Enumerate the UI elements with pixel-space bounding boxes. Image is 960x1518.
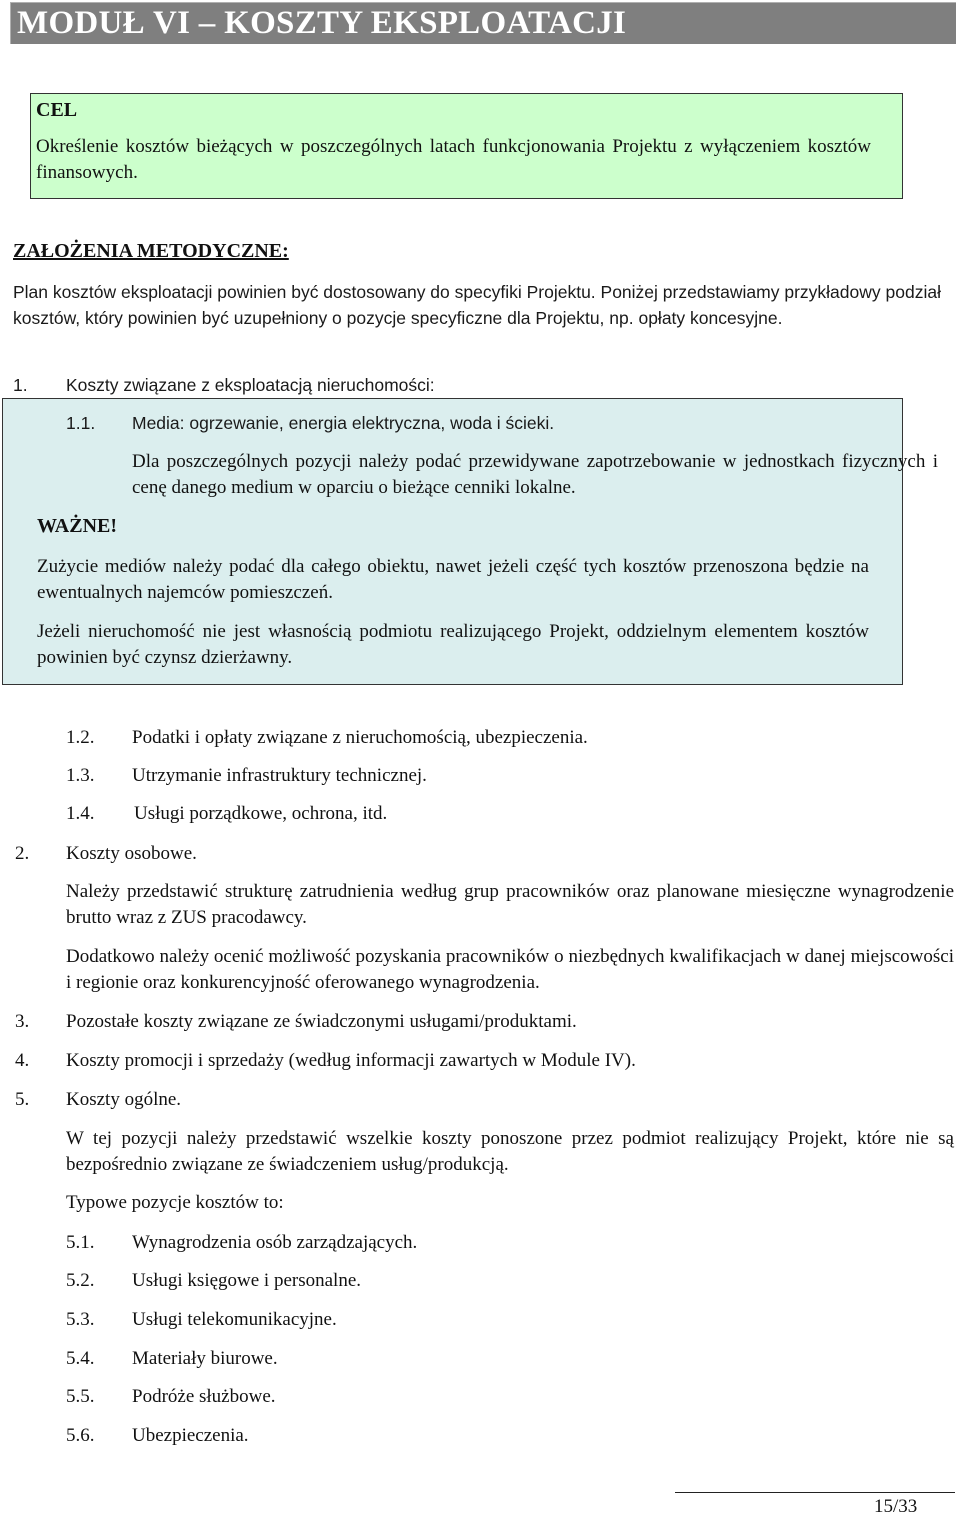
item-1-1-number: 1.1. (66, 413, 96, 433)
item-5-1-number: 5.1. (66, 1232, 95, 1253)
item-1-4-number: 1.4. (66, 803, 95, 824)
section-2-para-1: Należy przedstawić strukturę zatrudnienia według grup pracowników oraz planowane miesięczne wynagrodzenie brutto wraz z ZUS pracodawcy. (66, 881, 954, 928)
section-1-title: Koszty związane z eksploatacją nieruchomości: (66, 375, 435, 395)
item-5-1-title: Wynagrodzenia osób zarządzających. (132, 1232, 418, 1253)
section-1-number: 1. (13, 375, 28, 395)
footer-divider (675, 1492, 955, 1493)
item-5-5-title: Podróże służbowe. (132, 1386, 276, 1407)
section-2-number: 2. (15, 843, 30, 864)
item-5-6-number: 5.6. (66, 1425, 95, 1446)
typical-costs-label: Typowe pozycje kosztów to: (66, 1192, 284, 1213)
section-4-number: 4. (15, 1050, 30, 1071)
item-5-3-number: 5.3. (66, 1309, 95, 1330)
page-number: 15/33 (874, 1496, 918, 1517)
item-5-2-title: Usługi księgowe i personalne. (132, 1270, 362, 1291)
section-4-title: Koszty promocji i sprzedaży (według informacji zawartych w Module IV). (66, 1050, 636, 1071)
item-1-3-title: Utrzymanie infrastruktury technicznej. (132, 765, 427, 786)
item-1-3-number: 1.3. (66, 765, 95, 786)
item-5-2-number: 5.2. (66, 1270, 95, 1291)
goal-box (30, 93, 903, 199)
item-1-4-title: Usługi porządkowe, ochrona, itd. (134, 803, 388, 824)
item-1-1-title: Media: ogrzewanie, energia elektryczna, woda i ścieki. (132, 413, 555, 433)
important-text-1: Zużycie mediów należy podać dla całego obiektu, nawet jeżeli część tych kosztów przenoszona będzie na ewentualnych najemców pomieszczeń. (37, 556, 869, 603)
goal-heading: CEL (36, 99, 78, 121)
section-5-title: Koszty ogólne. (66, 1089, 182, 1110)
section-5-number: 5. (15, 1089, 30, 1110)
section-2-title: Koszty osobowe. (66, 843, 197, 864)
item-5-5-number: 5.5. (66, 1386, 95, 1407)
module-header (10, 2, 956, 44)
item-1-2-title: Podatki i opłaty związane z nieruchomością, ubezpieczenia. (132, 727, 588, 748)
section-5-para: W tej pozycji należy przedstawić wszelkie koszty ponoszone przez podmiot realizujący Projekt, które nie są bezpośrednio związane ze świadczeniem usług/produkcją. (66, 1128, 954, 1175)
item-1-2-number: 1.2. (66, 727, 95, 748)
section-3-number: 3. (15, 1011, 30, 1032)
section-3-title: Pozostałe koszty związane ze świadczonymi usługami/produktami. (66, 1011, 577, 1032)
important-label: WAŻNE! (37, 515, 118, 537)
item-5-4-title: Materiały biurowe. (132, 1348, 278, 1369)
item-5-6-title: Ubezpieczenia. (132, 1425, 249, 1446)
item-1-1-description: Dla poszczególnych pozycji należy podać przewidywane zapotrzebowanie w jednostkach fizycznych i cenę danego medium w oparciu o bieżące cenniki lokalne. (132, 451, 938, 498)
item-5-4-number: 5.4. (66, 1348, 95, 1369)
item-5-3-title: Usługi telekomunikacyjne. (132, 1309, 337, 1330)
methodology-intro: Plan kosztów eksploatacji powinien być dostosowany do specyfiki Projektu. Poniżej przedstawiamy przykładowy podział kosztów, który powinien być uzupełniony o pozycje specyficzne dla Projektu, np. opłaty koncesyjne. (13, 282, 941, 328)
section-2-para-2: Dodatkowo należy ocenić możliwość pozyskania pracowników o niezbędnych kwalifikacjach w danej miejscowości i regionie oraz konkurencyjność oferowanego wynagrodzenia. (66, 946, 954, 993)
methodology-heading: ZAŁOŻENIA METODYCZNE: (13, 240, 289, 262)
goal-text: Określenie kosztów bieżących w poszczególnych latach funkcjonowania Projektu z wyłączeniem kosztów finansowych. (36, 136, 871, 183)
module-title: MODUŁ VI – KOSZTY EKSPLOATACJI (17, 5, 627, 41)
important-text-2: Jeżeli nieruchomość nie jest własnością podmiotu realizującego Projekt, oddzielnym elementem kosztów powinien być czynsz dzierżawny. (37, 621, 869, 668)
